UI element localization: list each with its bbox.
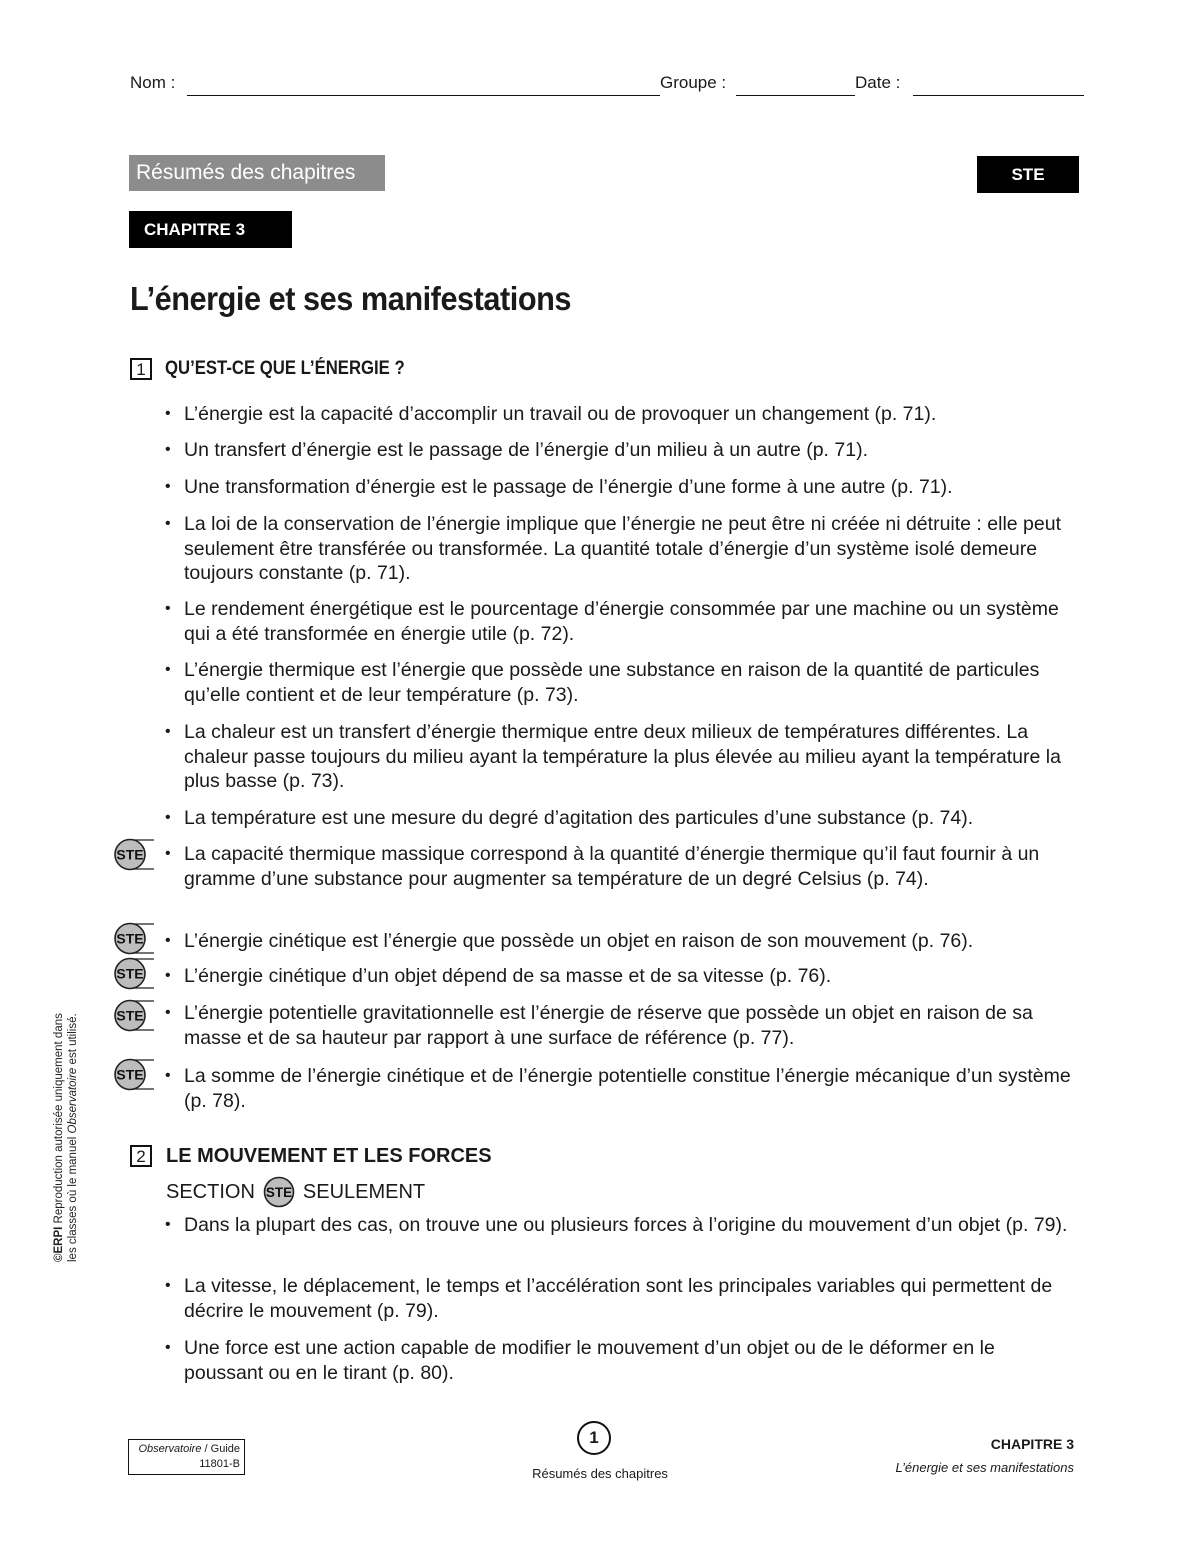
ste-badge-icon xyxy=(112,957,156,991)
section-2-list xyxy=(165,0,1085,1553)
list-item: • Une transformation d’énergie est le passage de l’énergie d’une forme à une autre (p. 71). xyxy=(165,476,953,498)
ste-badge-icon xyxy=(112,1058,156,1092)
bullet-dot-icon: • xyxy=(165,515,171,532)
section-2-title: LE MOUVEMENT ET LES FORCES xyxy=(166,1145,492,1167)
bullet-dot-icon: • xyxy=(165,1216,171,1233)
chapter-tag: CHAPITRE 3 xyxy=(129,211,292,248)
bullet-dot-icon: • xyxy=(165,1004,171,1021)
ste-badge-label: STE xyxy=(116,965,144,982)
bullet-dot-icon: • xyxy=(165,845,171,862)
bullet-dot-icon: • xyxy=(165,1277,171,1294)
group-label: Groupe : xyxy=(660,73,727,92)
publisher-brand: ©ERPI xyxy=(53,1226,65,1262)
name-label: Nom : xyxy=(130,73,176,92)
bullet-dot-icon: • xyxy=(165,967,171,984)
only-word: SEULEMENT xyxy=(302,1180,426,1203)
ste-badge-label: STE xyxy=(116,846,144,863)
footer-chapter-title: L’énergie et ses manifestations xyxy=(895,1460,1074,1475)
list-item: • La somme de l’énergie cinétique et de l’énergie potentielle constitue l’énergie mécanique d’un système (p. 78). xyxy=(165,1065,1071,1112)
list-item: • L’énergie cinétique d’un objet dépend de sa masse et de sa vitesse (p. 76). xyxy=(165,965,832,987)
bullet-dot-icon: • xyxy=(165,932,171,949)
ste-badge-icon xyxy=(112,999,156,1033)
footer-chapter: CHAPITRE 3 xyxy=(990,1436,1074,1452)
summary-tag: Résumés des chapitres xyxy=(129,155,385,191)
ste-badge-label: STE xyxy=(116,1066,144,1083)
copyright-note: ©ERPI Reproduction autorisée uniquement dans les classes où le manuel Observatoire est utilisé. xyxy=(53,1013,79,1262)
bullet-dot-icon: • xyxy=(165,661,171,678)
section-2-badge-label: STE xyxy=(265,1185,293,1200)
page-number: 1 xyxy=(577,1421,611,1455)
ste-badge-icon xyxy=(112,838,156,872)
bullet-dot-icon: • xyxy=(165,600,171,617)
list-item: • Une force est une action capable de modifier le mouvement d’un objet ou de le déformer en le poussant ou en le tirant (p. 80). xyxy=(165,1337,995,1384)
list-item: • L’énergie cinétique est l’énergie que possède un objet en raison de son mouvement (p. 76). xyxy=(165,930,974,952)
bullet-dot-icon: • xyxy=(165,441,171,458)
list-item: • La loi de la conservation de l’énergie implique que l’énergie ne peut être ni créée ni détruite : elle peut seulement être transférée ou transformée. La quantité totale d’énergie d’un système isolé demeure toujours constante (p. 71). xyxy=(165,513,1061,584)
footer-section-label: Résumés des chapitres xyxy=(532,1466,668,1481)
section-word: SECTION xyxy=(166,1180,255,1203)
ste-badge-icon xyxy=(112,922,156,956)
list-item: • Un transfert d’énergie est le passage de l’énergie d’un milieu à un autre (p. 71). xyxy=(165,439,868,461)
list-item: • La température est une mesure du degré d’agitation des particules d’une substance (p. 74). xyxy=(165,807,974,829)
ste-badge-label: STE xyxy=(116,1007,144,1024)
level-tag: STE xyxy=(977,156,1079,193)
ste-badge-label: STE xyxy=(116,930,144,947)
section-2-number: 2 xyxy=(130,1145,152,1167)
bullet-dot-icon: • xyxy=(165,1339,171,1356)
page-title: L’énergie et ses manifestations xyxy=(130,280,571,317)
list-item: • La capacité thermique massique correspond à la quantité d’énergie thermique qu’il faut fournir à un gramme d’une substance pour augmenter sa température de un degré Celsius (p. 74). xyxy=(165,843,1040,890)
date-label: Date : xyxy=(855,73,901,92)
bullet-dot-icon: • xyxy=(165,478,171,495)
bullet-dot-icon: • xyxy=(165,1067,171,1084)
list-item: • L’énergie potentielle gravitationnelle est l’énergie de réserve que possède un objet en raison de sa masse et de sa hauteur par rapport à une surface de référence (p. 77). xyxy=(165,1002,1033,1049)
section-1-title: QU’EST-CE QUE L’ÉNERGIE ? xyxy=(165,358,405,379)
bullet-dot-icon: • xyxy=(165,723,171,740)
list-item: • L’énergie thermique est l’énergie que possède une substance en raison de la quantité de particules qu’elle contient et de leur température (p. 73). xyxy=(165,659,1040,706)
bullet-dot-icon: • xyxy=(165,809,171,826)
list-item: • Dans la plupart des cas, on trouve une ou plusieurs forces à l’origine du mouvement d’un objet (p. 79). xyxy=(165,1214,1068,1236)
book-reference: Observatoire / Guide 11801-B xyxy=(128,1439,245,1475)
bullet-dot-icon: • xyxy=(165,405,171,422)
section-1-number: 1 xyxy=(130,358,152,380)
list-item: • Le rendement énergétique est le pourcentage d’énergie consommée par une machine ou un système qui a été transformée en énergie utile (p. 72). xyxy=(165,598,1059,645)
list-item: • La chaleur est un transfert d’énergie thermique entre deux milieux de températures différentes. La chaleur passe toujours du milieu ayant la température la plus élevée au milieu ayant la température la plus basse (p. 73). xyxy=(165,721,1061,792)
list-item: • L’énergie est la capacité d’accomplir un travail ou de provoquer un changement (p. 71). xyxy=(165,403,937,425)
list-item: • La vitesse, le déplacement, le temps et l’accélération sont les principales variables qui permettent de décrire le mouvement (p. 79). xyxy=(165,1275,1053,1322)
